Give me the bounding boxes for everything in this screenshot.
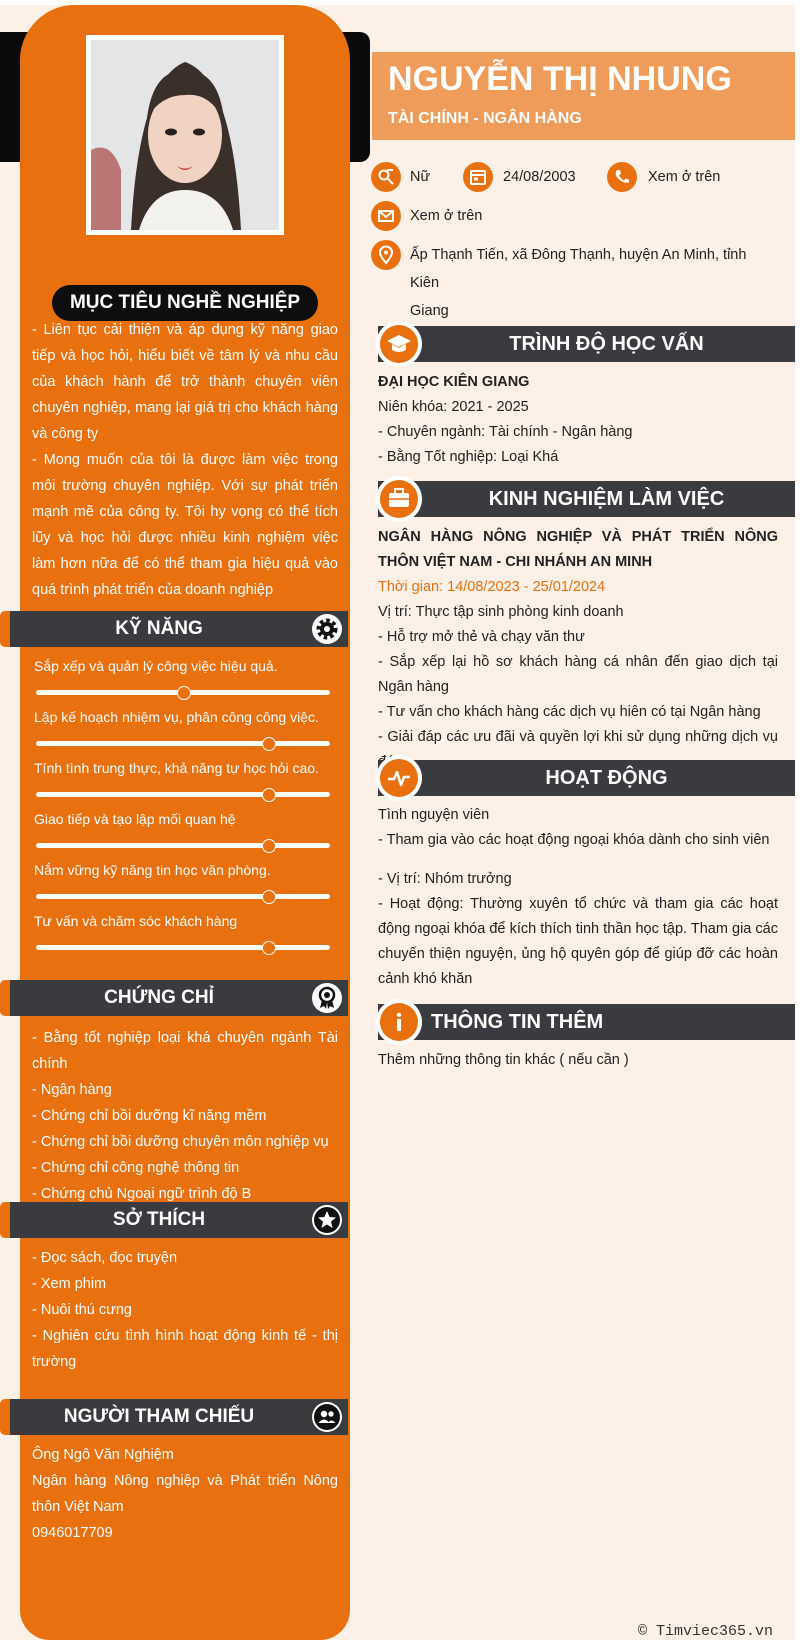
- school-name: ĐẠI HỌC KIÊN GIANG: [378, 374, 530, 390]
- reference-phone: 0946017709: [32, 1525, 113, 1541]
- certificates-title: CHỨNG CHỈ: [104, 987, 214, 1008]
- graduation-cap-icon: [380, 325, 418, 363]
- activities-title: HOẠT ĐỘNG: [545, 767, 668, 789]
- mail-icon: [371, 201, 401, 231]
- phone-value: Xem ở trên: [648, 169, 721, 185]
- objective-title: MỤC TIÊU NGHỀ NGHIỆP: [52, 285, 318, 321]
- address-line: Ấp Thạnh Tiến, xã Đông Thạnh, huyện An Minh, tỉnh Kiên: [410, 247, 747, 291]
- certificate-item: - Chứng chỉ bồi dưỡng kĩ năng mềm: [32, 1108, 267, 1124]
- address-line: Giang: [410, 303, 449, 319]
- experience-line: - Sắp xếp lại hồ sơ khách hàng cá nhân đến giao dịch tại Ngân hàng: [378, 654, 778, 695]
- activities-body-a: [378, 803, 778, 853]
- candidate-role: TÀI CHÍNH - NGÂN HÀNG: [388, 110, 582, 127]
- skill-level-knob: [262, 890, 276, 904]
- skill-level-knob: [262, 788, 276, 802]
- hobbies-list: [32, 1245, 338, 1375]
- sidebar: [20, 5, 350, 1640]
- star-icon: [312, 1205, 342, 1235]
- email-value: Xem ở trên: [410, 208, 483, 224]
- skill-label: Giao tiếp và tạo lập mối quan hệ: [34, 811, 236, 827]
- pulse-icon: [380, 759, 418, 797]
- skill-level-knob: [177, 686, 191, 700]
- activity-line: - Vị trí: Nhóm trưởng: [378, 871, 512, 887]
- education-line: - Chuyên ngành: Tài chính - Ngân hàng: [378, 424, 633, 440]
- skill-label: Tư vấn và chăm sóc khách hàng: [34, 913, 238, 929]
- cv-page: [0, 5, 795, 1640]
- experience-body: [378, 525, 778, 775]
- hobby-item: - Đọc sách, đọc truyện: [32, 1250, 178, 1266]
- company-name: NGÂN HÀNG NÔNG NGHIỆP VÀ PHÁT TRIỂN NÔNG THÔN VIỆT NAM - CHI NHÁNH AN MINH: [378, 529, 778, 570]
- activities-body-b: [378, 867, 778, 992]
- more-info-header: [378, 1004, 795, 1040]
- objective-text: [32, 317, 338, 603]
- education-header: [378, 326, 795, 362]
- calendar-icon: [463, 162, 493, 192]
- references-title: NGƯỜI THAM CHIẾU: [63, 1406, 255, 1427]
- users-icon: [312, 1402, 342, 1432]
- certificates-header: [10, 980, 348, 1016]
- activity-line: Tình nguyện viên: [378, 807, 490, 823]
- skill-label: Tính tình trung thực, khả năng tự học hỏi cao.: [34, 760, 319, 776]
- skill-item: [34, 758, 334, 778]
- skill-label: Nắm vững kỹ năng tin học văn phòng.: [34, 862, 271, 878]
- skill-bar: [36, 894, 330, 899]
- education-line: Niên khóa: 2021 - 2025: [378, 399, 529, 415]
- skills-header: [10, 611, 348, 647]
- gender-icon: [371, 162, 401, 192]
- certificate-item: - Chứng chỉ bồi dưỡng chuyên môn nghiệp vụ: [32, 1134, 329, 1150]
- certificate-item: - Ngân hàng: [32, 1082, 112, 1098]
- objective-paragraph: - Mong muốn của tôi là được làm việc trong môi trường chuyên nghiệp. Với sự phát triển mạnh mẽ của công ty. Tôi hy vọng có thể tích lũy và học hỏi được nhiều kinh nghiệm việc làm hơn nữa để có thể tham gia hiệu quả vào quá trình phát triển của doanh nghiệp: [32, 452, 338, 598]
- experience-line: - Hỗ trợ mở thẻ và chạy văn thư: [378, 629, 585, 645]
- skill-bar: [36, 792, 330, 797]
- candidate-name: NGUYỄN THỊ NHUNG: [388, 60, 732, 98]
- references-text: [32, 1442, 338, 1546]
- skill-bar: [36, 843, 330, 848]
- award-icon: [312, 983, 342, 1013]
- skill-label: Sắp xếp và quản lý công việc hiệu quả.: [34, 658, 278, 674]
- education-body: [378, 370, 778, 470]
- more-info-text: Thêm những thông tin khác ( nếu cần ): [378, 1052, 629, 1068]
- skill-label: Lập kế hoạch nhiệm vụ, phân công công việc.: [34, 709, 319, 725]
- skill-bar: [36, 690, 330, 695]
- experience-header: [378, 481, 795, 517]
- certificate-item: - Chứng chỉ công nghệ thông tin: [32, 1160, 240, 1176]
- phone-icon: [607, 162, 637, 192]
- skill-level-knob: [262, 839, 276, 853]
- footer-watermark: © Timviec365.vn: [638, 1623, 774, 1640]
- skill-level-knob: [262, 737, 276, 751]
- experience-title: KINH NGHIỆM LÀM VIỆC: [488, 488, 725, 510]
- experience-line: - Giải đáp các ưu đãi và quyền lợi khi sử dụng những dịch vụ: [378, 729, 778, 745]
- location-pin-icon: [371, 240, 401, 270]
- activity-line: - Tham gia vào các hoạt động ngoại khóa dành cho sinh viên: [378, 832, 770, 848]
- briefcase-icon: [380, 480, 418, 518]
- header-box: [372, 52, 795, 140]
- certificate-item: - Bằng tốt nghiệp loại khá chuyên ngành Tài chính: [32, 1030, 338, 1072]
- hobby-item: - Xem phim: [32, 1276, 107, 1292]
- experience-line: Vị trí: Thực tập sinh phòng kinh doanh: [378, 604, 624, 620]
- info-icon: [380, 1003, 418, 1041]
- profile-photo-frame: [86, 35, 284, 235]
- skills-title: KỸ NĂNG: [115, 618, 203, 639]
- objective-paragraph: - Liên tục cải thiện và áp dụng kỹ năng giao tiếp và học hỏi, hiểu biết về tâm lý và nhu cầu của khách hành để trở thành chuyên viên chuyên nghiệp, mang lại giá trị cho khách hàng và công ty: [32, 322, 338, 442]
- education-line: - Bằng Tốt nghiệp: Loại Khá: [378, 449, 559, 465]
- experience-period: Thời gian: 14/08/2023 - 25/01/2024: [378, 579, 606, 595]
- certificates-list: [32, 1025, 338, 1207]
- hobbies-header: [10, 1202, 348, 1238]
- gender-value: Nữ: [410, 169, 431, 185]
- skill-level-knob: [262, 941, 276, 955]
- skill-item: [34, 656, 334, 676]
- hobby-item: - Nghiên cứu tình hình hoạt động kinh tế - thị trường: [32, 1328, 338, 1370]
- skill-item: [34, 911, 334, 931]
- more-info-title: THÔNG TIN THÊM: [431, 1011, 604, 1033]
- references-header: [10, 1399, 348, 1435]
- skill-bar: [36, 945, 330, 950]
- skill-bar: [36, 741, 330, 746]
- skill-item: [34, 707, 334, 727]
- reference-org: Ngân hàng Nông nghiệp và Phát triển Nông thôn Việt Nam: [32, 1473, 338, 1515]
- hobbies-title: SỞ THÍCH: [112, 1209, 206, 1230]
- certificate-item: - Chứng chủ Ngoại ngữ trình độ B: [32, 1186, 252, 1202]
- reference-name: Ông Ngô Văn Nghiệm: [32, 1447, 174, 1463]
- profile-photo: [91, 40, 279, 230]
- education-title: TRÌNH ĐỘ HỌC VẤN: [509, 333, 704, 355]
- experience-line: - Tư vấn cho khách hàng các dịch vụ hiên có tại Ngân hàng: [378, 704, 761, 720]
- dob-value: 24/08/2003: [503, 169, 576, 185]
- activity-line: - Hoạt động: Thường xuyên tổ chức và tham gia các hoạt động ngoại khóa để kích thích tinh thần học tập. Tham gia các chuyến thiện nguyện, ủng hộ quyên góp để giúp đỡ các hoàn cảnh khó khăn: [378, 896, 778, 987]
- skill-item: [34, 860, 334, 880]
- address-value: [410, 241, 770, 325]
- skill-item: [34, 809, 334, 829]
- hobby-item: - Nuôi thú cưng: [32, 1302, 132, 1318]
- activities-header: [378, 760, 795, 796]
- gear-icon: [312, 614, 342, 644]
